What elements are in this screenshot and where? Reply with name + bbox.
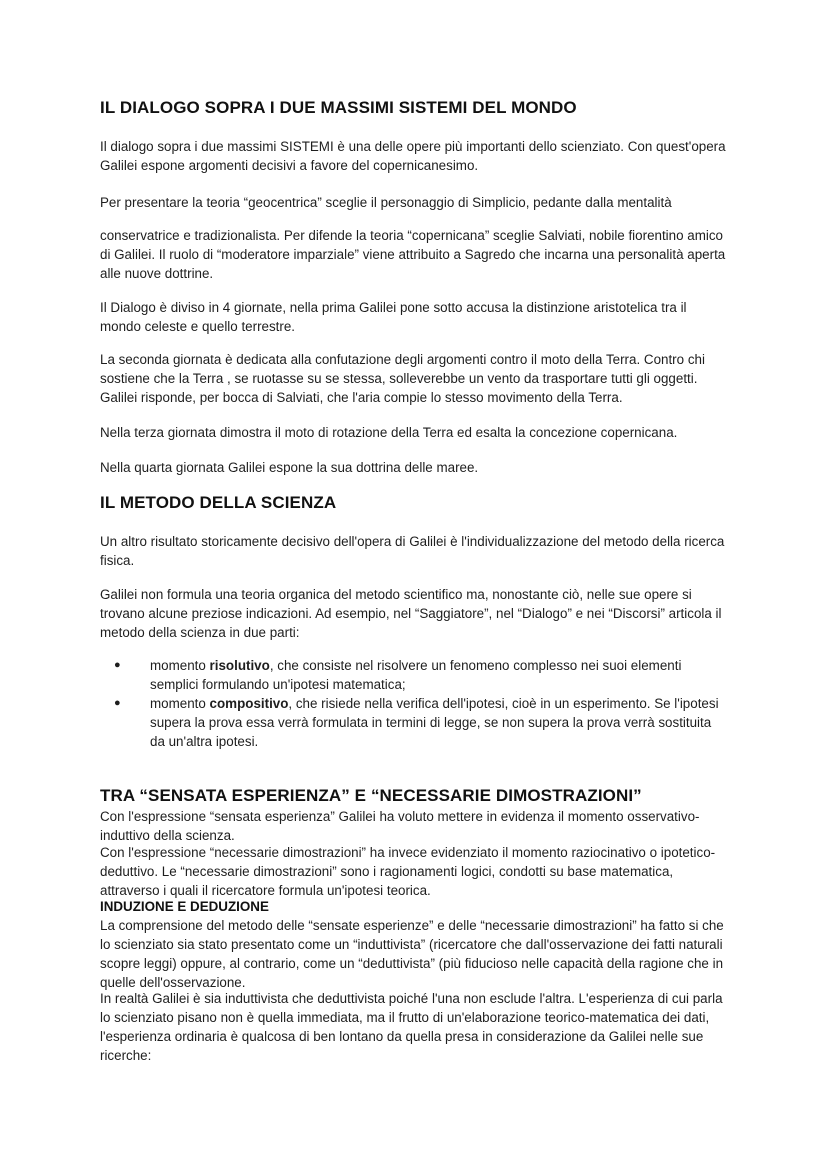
paragraph: Per presentare la teoria “geocentrica” sceglie il personaggio di Simplicio, pedante dalla mentalità [100, 195, 672, 210]
paragraph: Con l'espressione “sensata esperienza” Galilei ha voluto mettere in evidenza il momento osservativo-induttivo della scienza. [100, 809, 700, 843]
section-title-dialogo: IL DIALOGO SOPRA I DUE MASSIMI SISTEMI DEL MONDO [100, 98, 577, 117]
section-title-esperienza: TRA “SENSATA ESPERIENZA” E “NECESSARIE DIMOSTRAZIONI” [100, 786, 642, 805]
list-item: ● momento risolutivo, che consiste nel risolvere un fenomeno complesso nei suoi elementi semplici formulando un'ipotesi matematica; [114, 658, 682, 692]
section-title-metodo: IL METODO DELLA SCIENZA [100, 493, 337, 512]
method-bullet-list [100, 656, 728, 751]
bullet-icon: ● [114, 659, 121, 671]
paragraph: Il Dialogo è diviso in 4 giornate, nella prima Galilei pone sotto accusa la distinzione aristotelica tra il mondo celeste e quello terrestre. [100, 300, 687, 334]
bullet-icon: ● [114, 697, 121, 709]
paragraph: La comprensione del metodo delle “sensate esperienze” e delle “necessarie dimostrazioni” ha fatto si che lo scienziato sia stato presentato come un “induttivista” (ricercatore che dall'osservazione dei fatti naturali scopre leggi) oppure, al contrario, come un “deduttivista” (più fiducioso nelle capacità della ragione che in quelle dell'osservazione. [100, 918, 724, 990]
subsection-title: INDUZIONE E DEDUZIONE [100, 899, 269, 914]
bold-term: compositivo [209, 696, 289, 711]
paragraph: In realtà Galilei è sia induttivista che deduttivista poiché l'una non esclude l'altra. L'esperienza di cui parla lo scienziato pisano non è quella immediata, ma il frutto di un'elaborazione teorico-matematica dei dati, l'esperienza ordinaria è qualcosa di ben lontano da quella presa in considerazione da Galilei nelle sue ricerche: [100, 991, 723, 1063]
paragraph: La seconda giornata è dedicata alla confutazione degli argomenti contro il moto della Terra. Contro chi sostiene che la Terra , se ruotasse su se stessa, solleverebbe un vento da trasportare tutti gli oggetti. Galilei risponde, per bocca di Salviati, che l'aria compie lo stesso movimento della Terra. [100, 352, 705, 405]
paragraph: Un altro risultato storicamente decisivo dell'opera di Galilei è l'individualizzazione del metodo della ricerca fisica. [100, 534, 725, 568]
paragraph: Galilei non formula una teoria organica del metodo scientifico ma, nonostante ciò, nelle sue opere si trovano alcune preziose indicazioni. Ad esempio, nel “Saggiatore”, nel “Dialogo” e nei “Discorsi” articola il metodo della scienza in due parti: [100, 587, 722, 640]
bold-term: risolutivo [209, 658, 270, 673]
paragraph: Il dialogo sopra i due massimi SISTEMI è una delle opere più importanti dello scienziato. Con quest'opera Galilei espone argomenti decisivi a favore del copernicanesimo. [100, 139, 726, 173]
paragraph: Nella terza giornata dimostra il moto di rotazione della Terra ed esalta la concezione copernicana. [100, 425, 678, 440]
paragraph: Con l'espressione “necessarie dimostrazioni” ha invece evidenziato il momento raziocinativo o ipotetico- deduttivo. Le “necessarie dimostrazioni” sono i ragionamenti logici, condotti su base matematica, attraverso i quali il ricercatore formula un'ipotesi teorica. [100, 845, 716, 898]
paragraph: Nella quarta giornata Galilei espone la sua dottrina delle maree. [100, 460, 479, 475]
paragraph: conservatrice e tradizionalista. Per difende la teoria “copernicana” sceglie Salviati, nobile fiorentino amico di Galilei. Il ruolo di “moderatore imparziale” viene attribuito a Sagredo che incarna una personalità aperta alle nuove dottrine. [100, 228, 726, 281]
list-item: ● momento compositivo, che risiede nella verifica dell'ipotesi, cioè in un esperimento. Se l'ipotesi supera la prova essa verrà formulata in termini di legge, se non supera la prova verrà sostituita da un'altra ipotesi. [114, 696, 719, 749]
